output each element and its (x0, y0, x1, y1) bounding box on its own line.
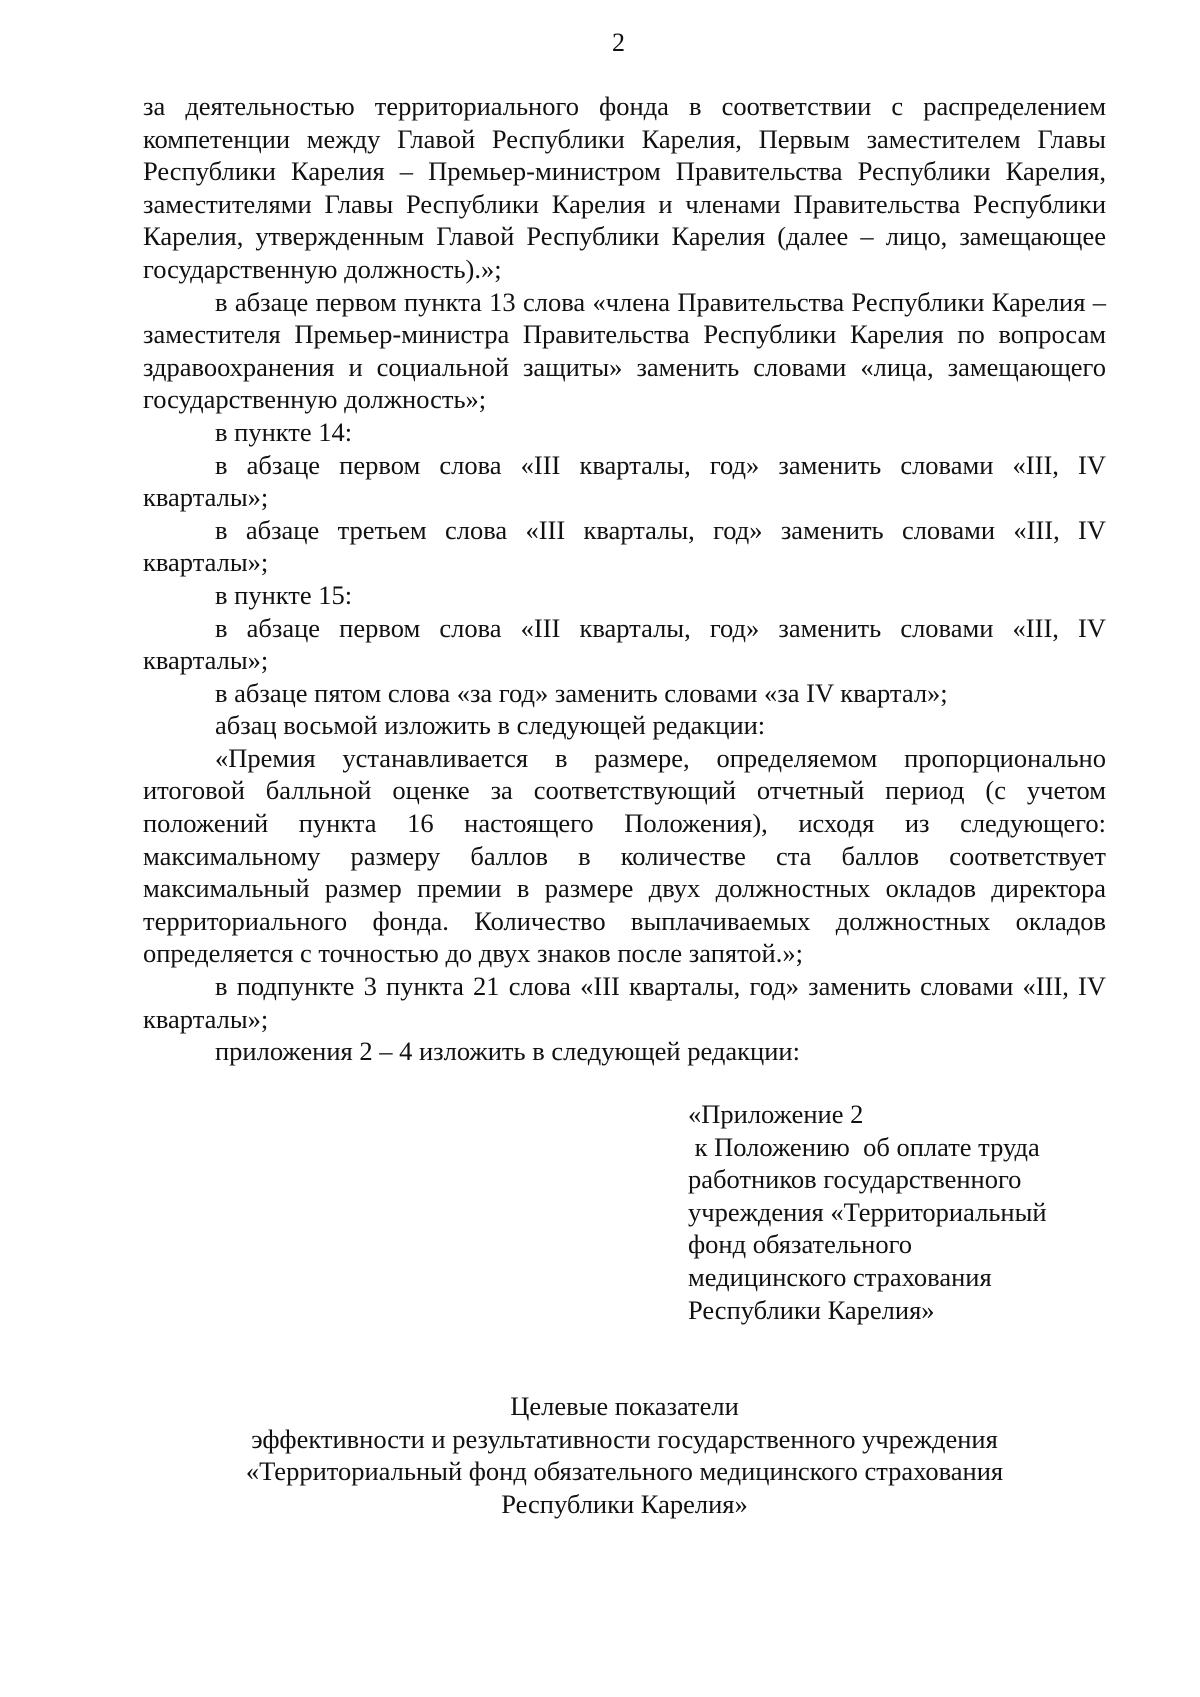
paragraph: в абзаце первом пункта 13 слова «члена Правительства Республики Карелия – заместителя Премьер-министра Правительства Республики Карелия по вопросам здравоохранения и социальной защиты» заменить словами «лица, замещающего государственную должность»; (143, 286, 1106, 415)
document-body (143, 90, 1106, 1068)
paragraph: абзац восьмой изложить в следующей редакции: (215, 710, 766, 741)
document-title (143, 1390, 1106, 1520)
appendix-note-line: работников государственного (688, 1164, 1022, 1195)
title-line: «Территориальный фонд обязательного медицинского страхования (245, 1456, 1004, 1487)
title-line: Республики Карелия» (501, 1488, 748, 1519)
appendix-note-line: Республики Карелия» (688, 1294, 935, 1325)
paragraph: в абзаце пятом слова «за год» заменить словами «за IV квартал»; (215, 677, 948, 708)
title-line: Целевые показатели (510, 1391, 739, 1421)
appendix-note (688, 1098, 1108, 1326)
paragraph: в подпункте 3 пункта 21 слова «III кварталы, год» заменить словами «III, IV кварталы»; (143, 971, 1106, 1034)
appendix-note-line: к Положению об оплате труда (688, 1131, 1040, 1162)
appendix-note-line: медицинского страхования (688, 1261, 992, 1292)
appendix-note-line: «Приложение 2 (688, 1099, 864, 1129)
paragraph: приложения 2 – 4 изложить в следующей редакции: (215, 1036, 800, 1067)
paragraph: за деятельностью территориального фонда в соответствии с распределением компетенции между Главой Республики Карелия, Первым заместителем Главы Республики Карелия – Премьер-министром Правительства Республики Карелия, заместителями Главы Республики Карелия и членами Правительства Республики Карелия, утвержденным Главой Республики Карелия (далее – лицо, замещающее государственную должность).»; (143, 91, 1106, 284)
paragraph: в абзаце первом слова «III кварталы, год» заменить словами «III, IV кварталы»; (143, 449, 1106, 513)
paragraph: «Премия устанавливается в размере, определяемом пропорционально итоговой балльной оценке за соответствующий отчетный период (с учетом положений пункта 16 настоящего Положения), исходя из следующего: максимальному размеру баллов в количестве ста баллов соответствует максимальный размер премии в размере двух должностных окладов директора территориального фонда. Количество выплачиваемых должностных окладов определяется с точностью до двух знаков после запятой.»; (143, 742, 1106, 969)
page-number: 2 (612, 28, 625, 57)
paragraph: в пункте 14: (215, 416, 353, 447)
paragraph: в абзаце третьем слова «III кварталы, год» заменить словами «III, IV кварталы»; (143, 514, 1106, 578)
appendix-note-line: учреждения «Территориальный (688, 1196, 1047, 1227)
appendix-note-line: фонд обязательного (688, 1229, 913, 1260)
paragraph: в пункте 15: (215, 579, 353, 610)
paragraph: в абзаце первом слова «III кварталы, год» заменить словами «III, IV кварталы»; (143, 612, 1106, 676)
title-line: эффективности и результативности государственного учреждения (251, 1423, 998, 1454)
